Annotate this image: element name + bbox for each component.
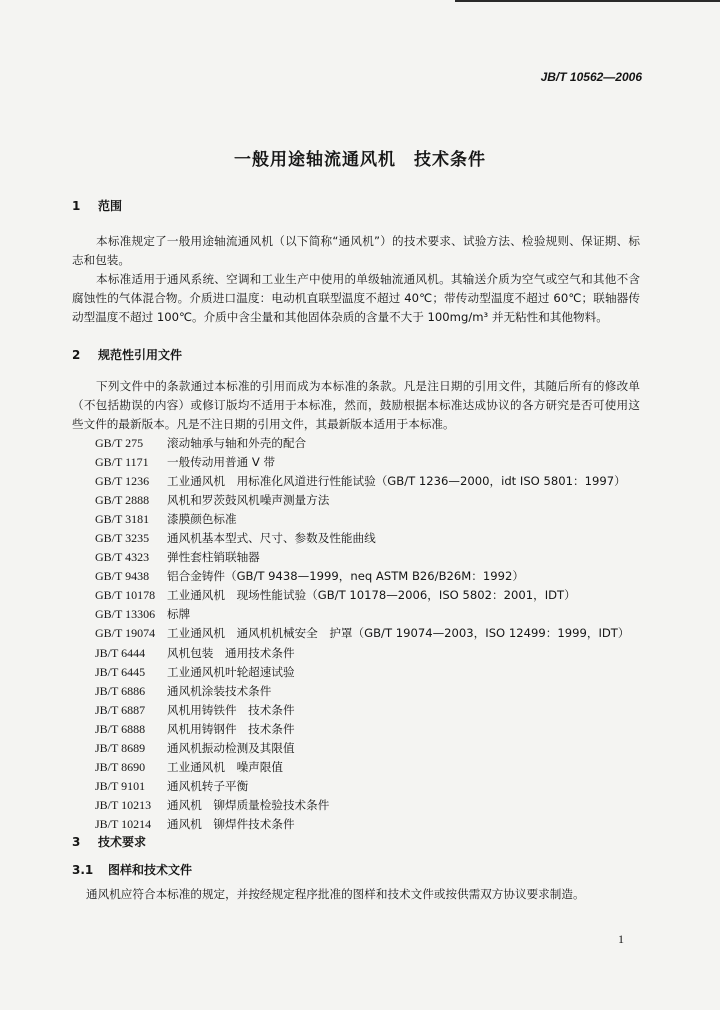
reference-code: GB/T 4323 [95, 550, 150, 565]
reference-code: GB/T 13306 [95, 607, 156, 622]
reference-item [95, 720, 629, 739]
reference-item [95, 529, 629, 548]
reference-item [95, 586, 629, 605]
reference-code: GB/T 2888 [95, 493, 150, 508]
reference-title: 工业通风机 现场性能试验（GB/T 10178—2006，ISO 5802：2001，IDT） [167, 588, 576, 603]
reference-item [95, 644, 629, 663]
reference-item [95, 453, 629, 472]
section-1-heading [72, 197, 122, 216]
reference-item [95, 567, 629, 586]
section-3-number: 3 [72, 835, 81, 849]
subsection-3-1-number: 3.1 [72, 863, 94, 877]
reference-item [95, 777, 629, 796]
section-2-heading [72, 346, 182, 365]
reference-title: 通风机 铆焊质量检验技术条件 [167, 797, 330, 812]
reference-item [95, 434, 629, 453]
reference-title: 漆膜颜色标准 [167, 512, 237, 527]
page-number: 1 [618, 932, 624, 946]
reference-title: 通风机转子平衡 [167, 778, 249, 793]
reference-code: JB/T 6887 [95, 702, 146, 717]
reference-title: 通风机振动检测及其限值 [167, 740, 295, 755]
reference-title: 工业通风机叶轮超速试验 [167, 664, 295, 679]
reference-item [95, 624, 629, 643]
reference-code: GB/T 10178 [95, 588, 156, 603]
subsection-3-1-paragraph: 通风机应符合本标准的规定，并按经规定程序批准的图样和技术文件或按供需双方协议要求制造。 [86, 887, 585, 901]
reference-title: 滚动轴承与轴和外壳的配合 [167, 436, 307, 450]
reference-item [95, 815, 629, 834]
reference-title: 工业通风机 用标准化风道进行性能试验（GB/T 1236—2000，idt ISO 5801：1997） [167, 474, 626, 489]
section-2-title: 规范性引用文件 [98, 348, 183, 362]
reference-code: JB/T 6886 [95, 683, 146, 698]
reference-item [95, 548, 629, 567]
reference-title: 工业通风机 噪声限值 [167, 759, 283, 774]
reference-code: GB/T 275 [95, 436, 144, 450]
reference-title: 一般传动用普通 V 带 [167, 455, 276, 470]
reference-title: 弹性套柱销联轴器 [167, 550, 260, 565]
normative-references-list [95, 434, 629, 834]
section-3-heading [72, 833, 146, 852]
reference-item [95, 739, 629, 758]
reference-code: JB/T 6445 [95, 664, 146, 679]
section-1-title: 范围 [98, 199, 123, 213]
reference-item [95, 682, 629, 701]
section-1-paragraph-1: 本标准规定了一般用途轴流通风机（以下简称“通风机”）的技术要求、试验方法、检验规则、保证期、标志和包装。 [72, 234, 640, 267]
reference-code: JB/T 8690 [95, 759, 146, 774]
reference-code: JB/T 10214 [95, 816, 152, 831]
reference-item [95, 510, 629, 529]
section-2-intro: 下列文件中的条款通过本标准的引用而成为本标准的条款。凡是注日期的引用文件，其随后所有的修改单（不包括勘误的内容）或修订版均不适用于本标准，然而，鼓励根据本标准达成协议的各方研究是否可使用这些文件的最新版本。凡是不注日期的引用文件，其最新版本适用于本标准。 [72, 379, 640, 431]
reference-code: JB/T 10213 [95, 797, 152, 812]
section-1-paragraph-2: 本标准适用于通风系统、空调和工业生产中使用的单级轴流通风机。其输送介质为空气或空气和其他不含腐蚀性的气体混合物。介质进口温度：电动机直联型温度不超过 40℃；带传动型温度不超过 60℃；联轴器传动型温度不超过 100℃。介质中含尘量和其他固体杂质的含量不大于 100mg/m³ 并无粘性和其他物料。 [72, 272, 640, 324]
reference-code: JB/T 6444 [95, 645, 146, 660]
reference-title: 风机用铸铁件 技术条件 [167, 702, 295, 717]
reference-item [95, 663, 629, 682]
reference-title: 通风机基本型式、尺寸、参数及性能曲线 [167, 531, 376, 546]
subsection-3-1-title: 图样和技术文件 [108, 863, 193, 877]
section-2-number: 2 [72, 348, 81, 362]
section-3-title: 技术要求 [98, 835, 147, 849]
reference-title: 工业通风机 通风机机械安全 护罩（GB/T 19074—2003，ISO 12499：1999，IDT） [167, 626, 630, 641]
reference-code: GB/T 1171 [95, 455, 149, 470]
page-title: 一般用途轴流通风机 技术条件 [234, 150, 486, 170]
reference-item [95, 472, 629, 491]
reference-code: GB/T 3235 [95, 531, 150, 546]
reference-code: JB/T 9101 [95, 778, 146, 793]
doc-code: JB/T 10562—2006 [540, 70, 642, 84]
reference-code: JB/T 6888 [95, 721, 146, 736]
reference-title: 铝合金铸件（GB/T 9438—1999，neq ASTM B26/B26M：1992） [167, 569, 524, 584]
reference-item [95, 758, 629, 777]
subsection-3-1-heading [72, 861, 192, 880]
reference-title: 风机和罗茨鼓风机噪声测量方法 [167, 493, 330, 508]
reference-title: 标牌 [167, 607, 191, 622]
reference-title: 通风机涂装技术条件 [167, 683, 272, 698]
reference-item [95, 491, 629, 510]
reference-title: 风机包装 通用技术条件 [167, 645, 295, 660]
section-1-number: 1 [72, 199, 81, 213]
reference-code: JB/T 8689 [95, 740, 146, 755]
reference-code: GB/T 1236 [95, 474, 150, 489]
reference-item [95, 701, 629, 720]
top-rule [455, 0, 720, 2]
reference-item [95, 605, 629, 624]
reference-code: GB/T 19074 [95, 626, 156, 641]
reference-code: GB/T 3181 [95, 512, 150, 527]
reference-title: 风机用铸钢件 技术条件 [167, 721, 295, 736]
reference-item [95, 796, 629, 815]
reference-code: GB/T 9438 [95, 569, 150, 584]
reference-title: 通风机 铆焊件技术条件 [167, 816, 295, 831]
